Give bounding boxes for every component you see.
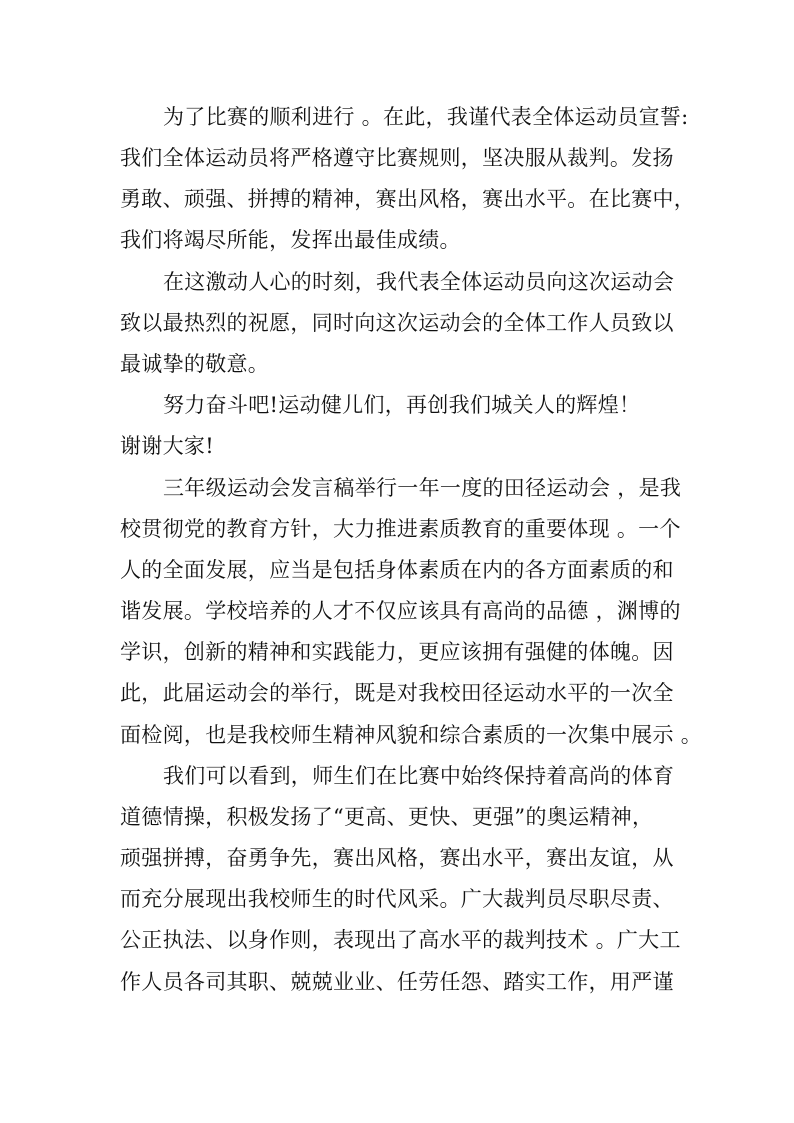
text-line: 我们可以看到，师生们在比赛中始终保持着高尚的体育 <box>163 764 675 788</box>
text-line: 勇敢、顽强、拼搏的精神，赛出风格，赛出水平。在比赛中， <box>120 187 696 211</box>
text-line: 顽强拼搏，奋勇争先，赛出风格，赛出水平，赛出友谊，从 <box>120 846 674 870</box>
text-line: 而充分展现出我校师生的时代风采。广大裁判员尽职尽责、 <box>120 887 674 911</box>
text-line: 面检阅，也是我校师生精神风貌和综合素质的一次集中展示 。 <box>120 723 703 747</box>
text-line: 公正执法、以身作则，表现出了高水平的裁判技术 。广大工 <box>120 928 681 952</box>
text-line: 三年级运动会发言稿举行一年一度的田径运动会 ，是我 <box>163 476 682 500</box>
text-line: 道德情操，积极发扬了“更高、更快、更强”的奥运精神， <box>120 805 654 829</box>
text-line: 人的全面发展，应当是包括身体素质在内的各方面素质的和 <box>120 558 674 582</box>
text-line: 此，此届运动会的举行，既是对我校田径运动水平的一次全 <box>120 681 674 705</box>
text-line: 致以最热烈的祝愿，同时向这次运动会的全体工作人员致以 <box>120 311 674 335</box>
text-line: 我们将竭尽所能，发挥出最佳成绩。 <box>120 228 461 252</box>
text-line: 努力奋斗吧!运动健儿们，再创我们城关人的辉煌！ <box>163 393 641 417</box>
text-line: 谢谢大家! <box>120 434 214 458</box>
text-line: 最诚挚的敬意。 <box>120 352 270 376</box>
text-line: 作人员各司其职、兢兢业业、任劳任怨、踏实工作，用严谨 <box>120 970 674 994</box>
text-line: 我们全体运动员将严格遵守比赛规则，坚决服从裁判。发扬 <box>120 146 674 170</box>
text-line: 校贯彻党的教育方针，大力推进素质教育的重要体现 。一个 <box>120 517 681 541</box>
text-line: 为了比赛的顺利进行 。在此，我谨代表全体运动员宣誓: <box>163 105 689 129</box>
text-line: 谐发展。学校培养的人才不仅应该具有高尚的品德 ，渊博的 <box>120 599 681 623</box>
text-line: 学识，创新的精神和实践能力，更应该拥有强健的体魄。因 <box>120 640 674 664</box>
text-line: 在这激动人心的时刻，我代表全体运动员向这次运动会 <box>163 270 675 294</box>
